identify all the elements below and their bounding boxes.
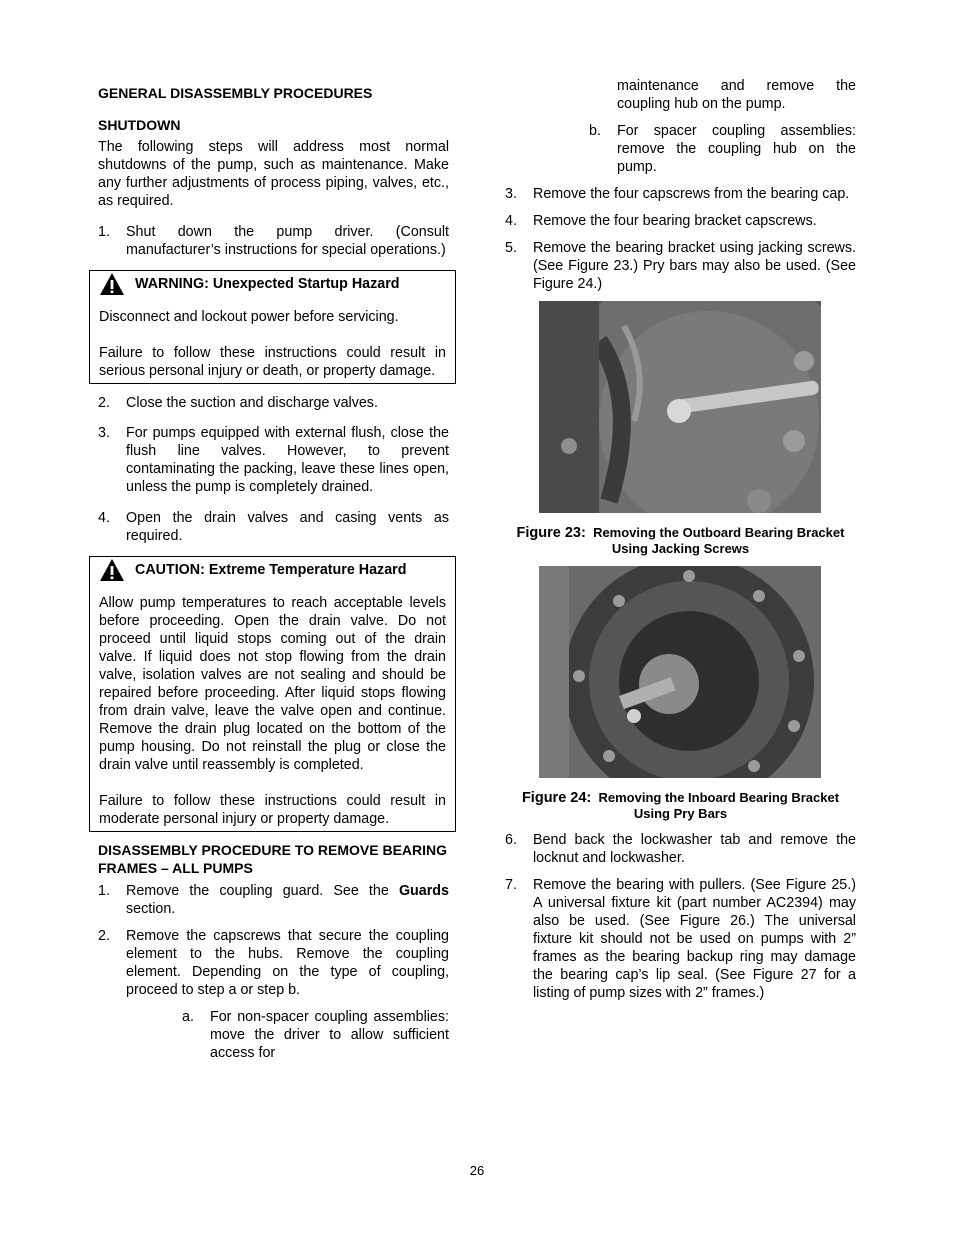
caution-title: CAUTION: Extreme Temperature Hazard bbox=[99, 559, 446, 581]
shutdown-text: The following steps will address most normal shutdowns of the pump, such as maintenance. Make any further adjustments of process piping, valves, etc., as required. bbox=[98, 139, 449, 209]
page-number: 26 bbox=[469, 1163, 485, 1178]
figure-24-caption: Figure 24: Removing the Inboard Bearing Bracket Using Pry Bars bbox=[521, 790, 840, 821]
figure-23-photo bbox=[539, 301, 821, 513]
list-item: 2. Close the suction and discharge valves. bbox=[98, 395, 378, 411]
warning-line1: Disconnect and lockout power before servicing. bbox=[99, 309, 399, 325]
list-item: 1. Shut down the pump driver. (Consult manufacturer’s instructions for special operations.) bbox=[98, 224, 449, 258]
left-column bbox=[98, 84, 449, 1062]
list-item: 7. Remove the bearing with pullers. (See Figure 25.) A universal fixture kit (part number AC2394) may also be used. (See Figure 26.) The universal fixture kit should not be used on pumps with 2” frames as the bearing backup ring may damage the bearing cap’s lip seal. (See Figure 27 for a listing of pump sizes with 2” frames.) bbox=[505, 877, 856, 1001]
heading-general: GENERAL DISASSEMBLY PROCEDURES bbox=[98, 85, 373, 101]
list-item: 4. Open the drain valves and casing vents as required. bbox=[98, 510, 449, 544]
caution-box bbox=[89, 556, 456, 832]
figure-23-caption: Figure 23: Removing the Outboard Bearing Bracket Using Jacking Screws bbox=[516, 525, 845, 556]
guards-link-text: Guards bbox=[398, 883, 449, 899]
list-item: 2. Remove the capscrews that secure the coupling element to the hubs. Remove the coupling element. Depending on the type of coupling, proceed to step a or step b. bbox=[98, 928, 449, 998]
caution-line1: Allow pump temperatures to reach acceptable levels before proceeding. Open the drain valve. Do not proceed until liquid stops coming out of the drain valve. If liquid does not stop flowing from the drain valve, isolation valves are not sealing and should be repaired before proceeding. After liquid stops flowing from drain valve, leave the valve open and continue. Remove the drain plug located on the bottom of the pump housing. Do not reinstall the plug or close the drain valve until reassembly is completed. bbox=[99, 595, 446, 773]
list-item: 3. Remove the four capscrews from the bearing cap. bbox=[505, 186, 850, 202]
list-item: 5. Remove the bearing bracket using jacking screws. (See Figure 23.) Pry bars may also be used. (See Figure 24.) bbox=[505, 240, 856, 292]
heading-disassembly: DISASSEMBLY PROCEDURE TO REMOVE BEARING FRAMES – ALL PUMPS bbox=[98, 842, 448, 876]
warning-line2: Failure to follow these instructions could result in serious personal injury or death, or property damage. bbox=[99, 345, 446, 379]
caution-icon bbox=[99, 558, 125, 582]
caution-line2: Failure to follow these instructions could result in moderate personal injury or property damage. bbox=[99, 793, 446, 827]
list-item: 1. Remove the coupling guard. See the Guards section. bbox=[98, 883, 449, 917]
warning-icon bbox=[99, 272, 125, 296]
sub-item-b: b. For spacer coupling assemblies: remove the coupling hub on the pump. bbox=[589, 123, 856, 175]
warning-title: WARNING: Unexpected Startup Hazard bbox=[99, 273, 446, 295]
list-item: 4. Remove the four bearing bracket capscrews. bbox=[505, 213, 817, 229]
sub-item-a-continued: maintenance and remove the coupling hub on the pump. bbox=[617, 78, 856, 112]
figure-24-photo bbox=[539, 566, 821, 778]
list-item: 6. Bend back the lockwasher tab and remove the locknut and lockwasher. bbox=[505, 832, 856, 866]
heading-shutdown: SHUTDOWN bbox=[98, 117, 181, 133]
warning-box bbox=[89, 270, 456, 384]
sub-item-a: a. For non-spacer coupling assemblies: move the driver to allow sufficient access for bbox=[182, 1009, 449, 1061]
right-column bbox=[505, 77, 856, 1002]
list-item: 3. For pumps equipped with external flush, close the flush line valves. However, to prevent contaminating the packing, leave these lines open, unless the pump is completely drained. bbox=[98, 425, 449, 495]
